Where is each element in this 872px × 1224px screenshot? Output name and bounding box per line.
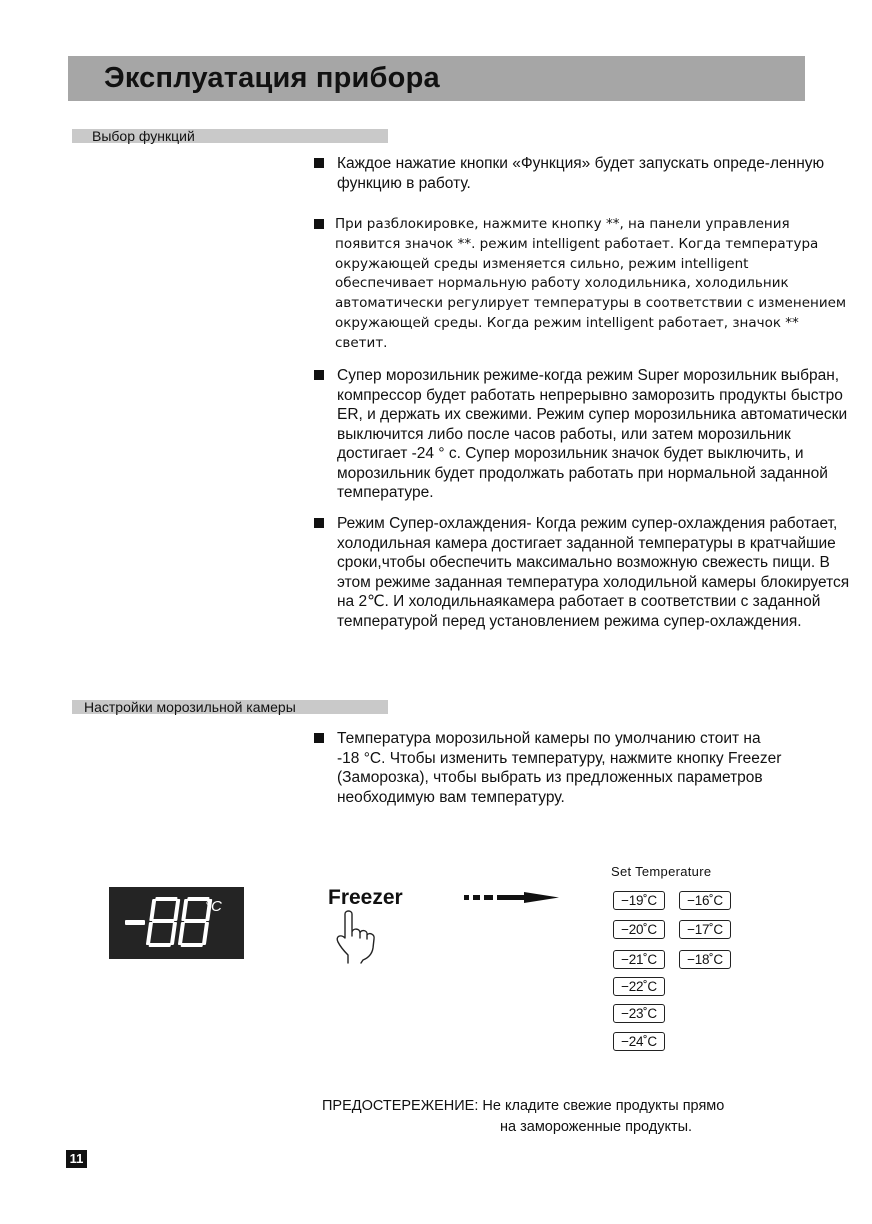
page-header — [68, 56, 805, 101]
section-title-freezer-settings: Настройки морозильной камеры — [72, 700, 388, 714]
display-digits — [125, 897, 213, 947]
hand-press-icon — [333, 908, 383, 964]
temp-option-20: −20˚C — [613, 920, 665, 939]
seven-segment-display — [109, 887, 244, 959]
list-item — [314, 154, 849, 193]
caution-note — [322, 1096, 842, 1138]
temperature-display — [109, 887, 244, 959]
bullet-text: При разблокировке, нажмите кнопку **, на панели управления появится значок **. режим intelligent работает. Когда температура окружающей среды изменяется сильно, режим intelligent обеспечивает нормальную работу холодильника, холодильник автоматически регулирует температуры в соответствии с изменением окружающей среды. Когда режим intelligent работает, значок ** светит. — [335, 216, 847, 351]
temp-option-22: −22˚C — [613, 977, 665, 996]
temp-option-17: −17˚C — [679, 920, 731, 939]
bullet-text: Супер морозильник режиме-когда режим Super морозильник выбран, компрессор будет работать непрерывно заморозить продукты быстро ER, и держать их свежими. Режим супер морозильника автоматически выключится либо после часов работы, или затем морозильник достигает -24 ° с. Супер морозильник значок будет выключить, и морозильник будет продолжать работать при нормальной заданной температуре. — [337, 367, 848, 501]
list-item — [314, 729, 784, 807]
page-number: 11 — [66, 1150, 87, 1168]
bullet-text: Каждое нажатие кнопки «Функция» будет запускать опреде-ленную функцию в работу. — [337, 155, 825, 192]
caution-line-1: ПРЕДОСТЕРЕЖЕНИЕ: Не кладите свежие продукты прямо — [322, 1098, 725, 1114]
list-item — [314, 215, 849, 354]
display-digits-text: -88 — [111, 956, 114, 958]
caution-line-2: на замороженные продукты. — [500, 1119, 693, 1135]
temp-option-24: −24˚C — [613, 1032, 665, 1051]
temp-option-21: −21˚C — [613, 950, 665, 969]
page-title: Эксплуатация прибора — [104, 62, 440, 94]
temp-option-19: −19˚C — [613, 891, 665, 910]
bullet-square-icon — [314, 370, 324, 380]
arrow-right-icon — [464, 890, 560, 906]
display-unit: °C — [205, 898, 222, 915]
bullet-text: Режим Супер-охлаждения- Когда режим супер-охлаждения работает, холодильная камера достигает заданной температуры в кратчайшие сроки,чтобы обеспечить максимально возможную свежесть пищи. В этом режиме заданная температура холодильной камеры блокируется на 2℃. И холодильнаякамера работает в соответствии с заданной температурой перед установлением режима супер-охлаждения. — [337, 515, 850, 630]
bullet-square-icon — [314, 733, 324, 743]
temp-option-18: −18˚C — [679, 950, 731, 969]
freezer-button-label: Freezer — [328, 886, 403, 909]
bullet-square-icon — [314, 158, 324, 168]
temp-option-23: −23˚C — [613, 1004, 665, 1023]
section-title-function-select: Выбор функций — [72, 129, 388, 143]
temp-option-16: −16˚C — [679, 891, 731, 910]
list-item — [314, 514, 859, 631]
bullet-square-icon — [314, 219, 324, 229]
list-item — [314, 366, 849, 503]
bullet-text: Температура морозильной камеры по умолчанию стоит на -18 °C. Чтобы изменить температуру, нажмите кнопку Freezer (Заморозка), чтобы выбрать из предложенных параметров необходимую вам температуру. — [337, 730, 782, 806]
bullet-square-icon — [314, 518, 324, 528]
set-temperature-title: Set Temperature — [611, 864, 712, 879]
